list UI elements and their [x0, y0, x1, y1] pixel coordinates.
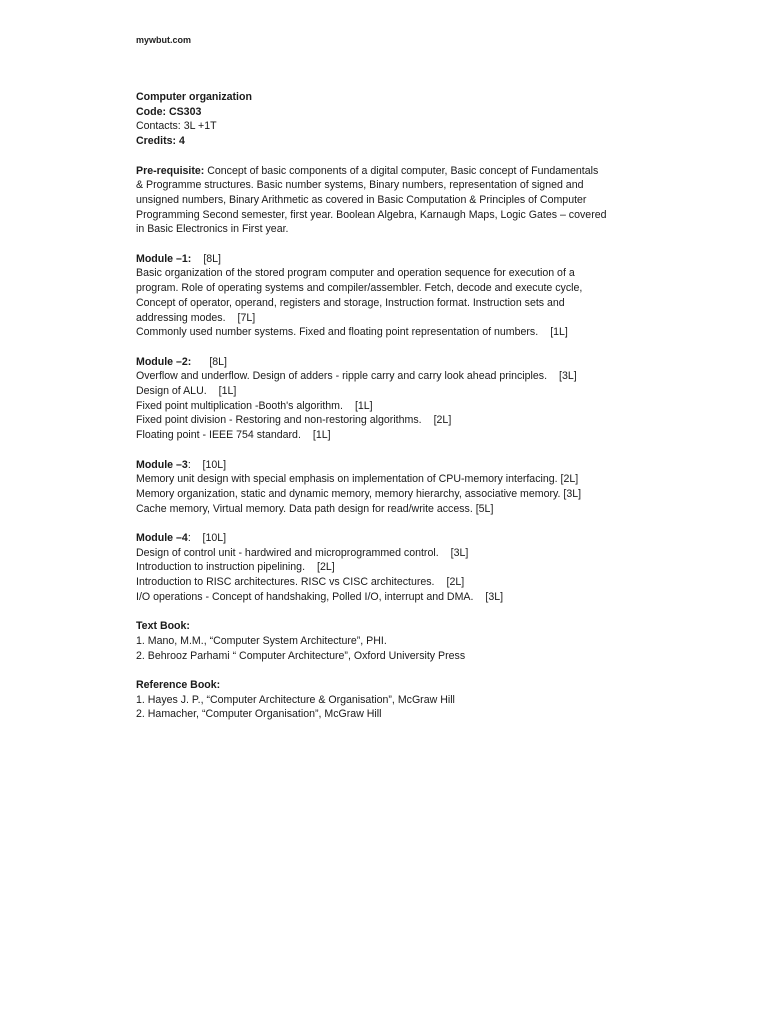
hours-tag: [2L] [317, 561, 335, 574]
spacer [136, 516, 636, 531]
hours-tag: [1L] [312, 429, 331, 442]
prerequisite-line-5: in Basic Electronics in First year. [136, 223, 289, 236]
module-2-line [136, 369, 636, 384]
module-1-heading [136, 252, 636, 267]
module-line-text: addressing modes. [136, 311, 226, 324]
module-4-line [136, 546, 636, 561]
module-1-line [136, 325, 636, 340]
module-4-line [136, 590, 636, 605]
module-1-line [136, 296, 636, 311]
module-label: Module –1: [136, 252, 192, 265]
reference-book-heading: Reference Book: [136, 679, 221, 692]
spacer [136, 605, 636, 620]
module-label: Module –3 [136, 458, 188, 471]
text-book-item: 1. Mano, M.M., “Computer System Architecture”, PHI. [136, 634, 387, 647]
prerequisite-text: Concept of basic components of a digital computer, Basic concept of Fundamentals [204, 164, 599, 177]
module-line-text: Memory unit design with special emphasis on implementation of CPU-memory interfacing. [2L] [136, 473, 579, 486]
module-line-text: Overflow and underflow. Design of adders - ripple carry and carry look ahead principles. [136, 370, 548, 383]
prerequisite-line-3: unsigned numbers, Binary Arithmetic as covered in Basic Computation & Principles of Computer [136, 193, 587, 206]
spacer [136, 237, 636, 252]
module-line-text: Floating point - IEEE 754 standard. [136, 429, 301, 442]
module-1-line [136, 281, 636, 296]
hours-tag: [3L] [485, 590, 504, 603]
module-3-line [136, 472, 636, 487]
spacer [136, 443, 636, 458]
spacer [136, 340, 636, 355]
prerequisite-line-2: & Programme structures. Basic number systems, Binary numbers, representation of signed and [136, 179, 584, 192]
module-line-text: Introduction to RISC architectures. RISC vs CISC architectures. [136, 576, 435, 589]
module-hours: : [10L] [187, 532, 227, 545]
module-line-text: Concept of operator, operand, registers and storage, Instruction format. Instruction sets and [136, 296, 565, 309]
module-label: Module –4 [136, 532, 188, 545]
module-line-text: Design of control unit - hardwired and microprogrammed control. [136, 546, 439, 559]
module-hours: [8L] [203, 252, 221, 265]
module-line-text: Fixed point division - Restoring and non-restoring algorithms. [136, 414, 422, 427]
hours-tag: [2L] [446, 576, 465, 589]
reference-book-item: 1. Hayes J. P., “Computer Architecture & Organisation”, McGraw Hill [136, 693, 455, 706]
text-book-heading: Text Book: [136, 620, 190, 633]
hours-tag: [3L] [450, 546, 469, 559]
module-line-text: program. Role of operating systems and compiler/assembler. Fetch, decode and execute cycle, [136, 282, 583, 295]
module-2-line [136, 428, 636, 443]
hours-tag: [7L] [237, 311, 256, 324]
module-line-text: I/O operations - Concept of handshaking, Polled I/O, interrupt and DMA. [136, 590, 474, 603]
site-header: mywbut.com [136, 35, 192, 45]
module-label: Module –2: [136, 355, 192, 368]
module-hours: : [10L] [187, 458, 227, 471]
module-3-line [136, 487, 636, 502]
syllabus-content [136, 90, 636, 722]
module-line-text: Cache memory, Virtual memory. Data path design for read/write access. [5L] [136, 502, 494, 515]
prerequisite-line-1 [136, 164, 636, 179]
hours-tag: [1L] [354, 399, 373, 412]
module-3-line [136, 502, 636, 517]
module-1-line [136, 266, 636, 281]
module-4-heading [136, 531, 636, 546]
course-code: Code: CS303 [136, 105, 202, 118]
module-3-heading [136, 458, 636, 473]
hours-tag: [3L] [559, 370, 577, 383]
module-hours: [8L] [209, 355, 227, 368]
module-line-text: Design of ALU. [136, 385, 207, 398]
module-line-text: Introduction to instruction pipelining. [136, 561, 306, 574]
course-credits: Credits: 4 [136, 135, 185, 148]
module-2-line [136, 384, 636, 399]
module-line-text: Commonly used number systems. Fixed and floating point representation of numbers. [136, 326, 539, 339]
reference-book-item: 2. Hamacher, “Computer Organisation”, McGraw Hill [136, 708, 382, 721]
text-book-item: 2. Behrooz Parhami “ Computer Architecture”, Oxford University Press [136, 649, 466, 662]
module-2-line [136, 413, 636, 428]
hours-tag: [2L] [433, 414, 452, 427]
prerequisite-label: Pre-requisite: [136, 164, 205, 177]
module-line-text: Memory organization, static and dynamic memory, memory hierarchy, associative memory. [3L] [136, 487, 582, 500]
prerequisite-line-4: Programming Second semester, first year. Boolean Algebra, Karnaugh Maps, Logic Gates – covered [136, 208, 607, 221]
spacer [136, 663, 636, 678]
hours-tag: [1L] [218, 385, 237, 398]
course-title: Computer organization [136, 91, 252, 103]
module-1-line [136, 311, 636, 326]
spacer [136, 149, 636, 164]
module-line-text: Fixed point multiplication -Booth's algorithm. [136, 399, 343, 412]
hours-tag: [1L] [550, 326, 568, 339]
module-2-line [136, 399, 636, 414]
module-line-text: Basic organization of the stored program computer and operation sequence for execution of a [136, 267, 575, 280]
module-4-line [136, 575, 636, 590]
module-2-heading [136, 355, 636, 370]
module-4-line [136, 560, 636, 575]
course-contacts: Contacts: 3L +1T [136, 120, 217, 133]
